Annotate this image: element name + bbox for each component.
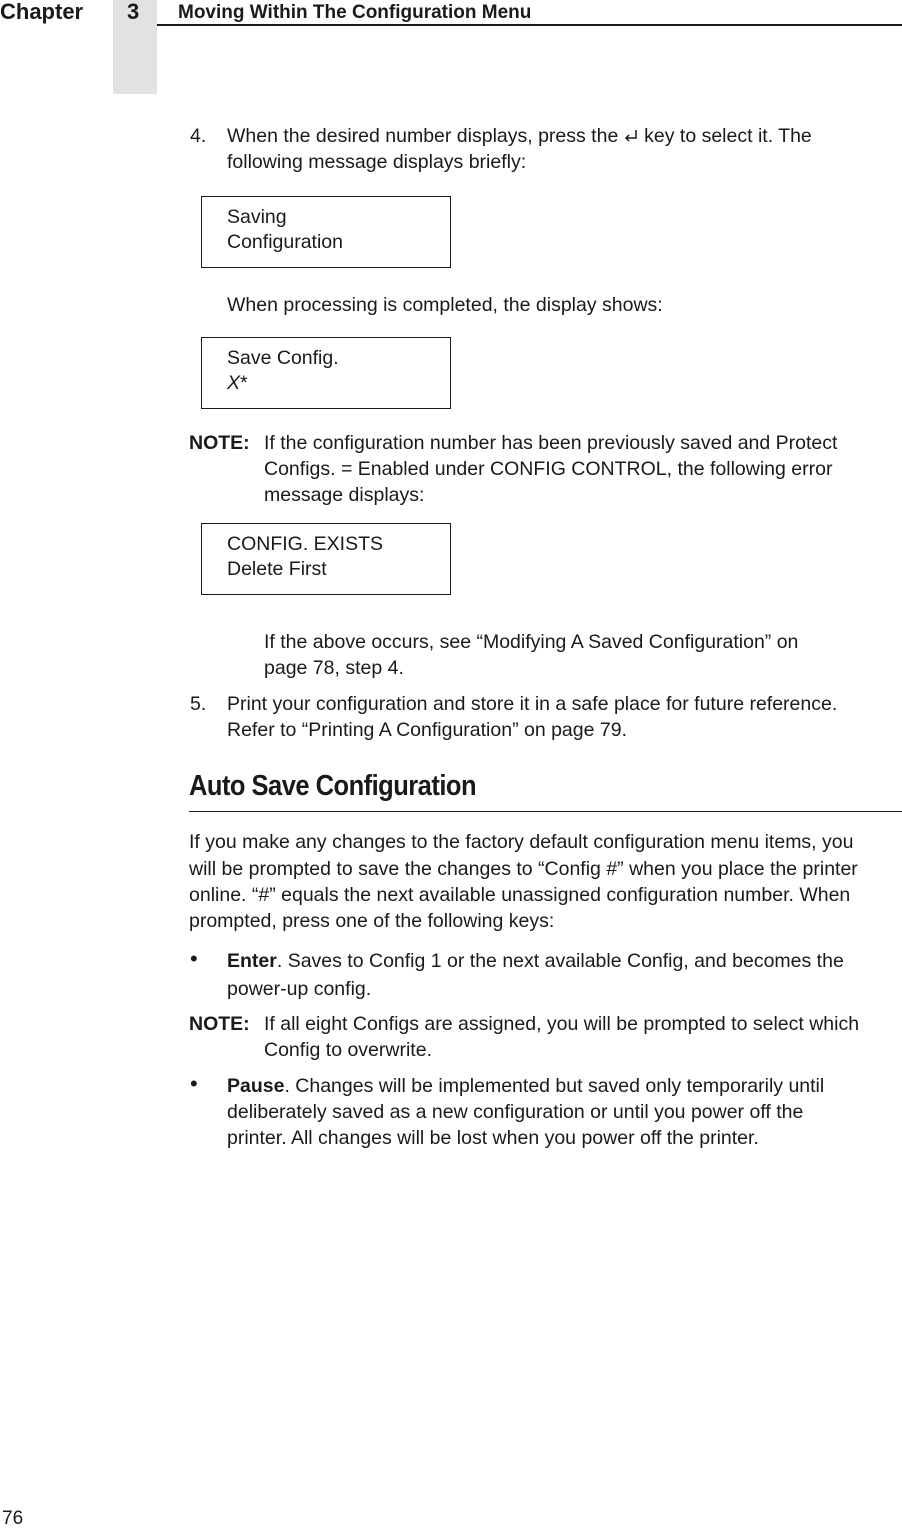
step-5-line-2: Refer to “Printing A Configuration” on page 79. <box>227 719 627 741</box>
intro-line-4: prompted, press one of the following keys: <box>189 910 555 932</box>
intro-line-1: If you make any changes to the factory default configuration menu items, you <box>189 831 854 853</box>
bullet-enter-line-1 <box>227 948 844 974</box>
enter-key-term: Enter <box>227 950 277 972</box>
lcd-line-2 <box>227 371 450 396</box>
lcd-display-exists <box>201 523 451 595</box>
lcd-line-2: Delete First <box>227 558 327 580</box>
lcd-line-1: CONFIG. EXISTS <box>227 533 384 555</box>
return-key-icon <box>624 123 639 149</box>
header-rule <box>157 24 902 26</box>
bullet-symbol: • <box>190 946 198 971</box>
lcd-line-1: Save Config. <box>227 347 339 369</box>
note-2-line-1: If all eight Configs are assigned, you will be prompted to select which <box>264 1013 860 1035</box>
step-4-line-2: following message displays briefly: <box>227 151 527 173</box>
above-occurs-line-1: If the above occurs, see “Modifying A Saved Configuration” on <box>264 631 799 653</box>
bullet-pause-line-1 <box>227 1073 824 1099</box>
note-1-line-1: If the configuration number has been previously saved and Protect <box>264 432 838 454</box>
step-5-number: 5. <box>190 693 207 715</box>
bullet-symbol: • <box>190 1071 198 1096</box>
chapter-title: Moving Within The Configuration Menu <box>178 2 532 23</box>
step-4-text-after: key to select it. The <box>644 125 812 147</box>
lcd-display-saving <box>201 196 451 268</box>
bullet-pause-line-3: printer. All changes will be lost when you power off the printer. <box>227 1127 759 1149</box>
processing-text: When processing is completed, the display shows: <box>227 294 663 316</box>
section-rule <box>189 811 902 812</box>
bullet-enter-line-2: power-up config. <box>227 978 372 1000</box>
intro-line-3: online. “#” equals the next available unassigned configuration number. When <box>189 884 851 906</box>
bullet-enter-text: . Saves to Config 1 or the next available Config, and becomes the <box>276 950 844 972</box>
page-number: 76 <box>2 1508 24 1529</box>
step-4-number: 4. <box>190 125 207 147</box>
above-occurs-line-2: page 78, step 4. <box>264 657 404 679</box>
note-1-line-2: Configs. = Enabled under CONFIG CONTROL, the following error <box>264 458 833 480</box>
pause-key-term: Pause <box>227 1075 285 1097</box>
chapter-number: 3 <box>127 0 140 24</box>
lcd-line-2: Configuration <box>227 231 343 253</box>
step-5-line-1: Print your configuration and store it in a safe place for future reference. <box>227 693 838 715</box>
bullet-pause-text: . Changes will be implemented but saved only temporarily until <box>284 1075 825 1097</box>
chapter-label: Chapter <box>0 0 84 24</box>
note-2-line-2: Config to overwrite. <box>264 1039 432 1061</box>
asterisk: * <box>240 372 248 394</box>
note-label: NOTE: <box>189 1013 250 1035</box>
lcd-line-1: Saving <box>227 206 287 228</box>
note-1-line-3: message displays: <box>264 484 425 506</box>
note-label: NOTE: <box>189 432 250 454</box>
step-4-text-before: When the desired number displays, press the <box>227 125 619 147</box>
bullet-pause-line-2: deliberately saved as a new configuration or until you power off the <box>227 1101 804 1123</box>
config-variable: X <box>227 372 241 394</box>
section-heading: Auto Save Configuration <box>189 770 477 802</box>
lcd-display-saved <box>201 337 451 409</box>
step-4-line-1 <box>227 123 812 149</box>
intro-line-2: will be prompted to save the changes to “Config #” when you place the printer <box>189 858 858 880</box>
